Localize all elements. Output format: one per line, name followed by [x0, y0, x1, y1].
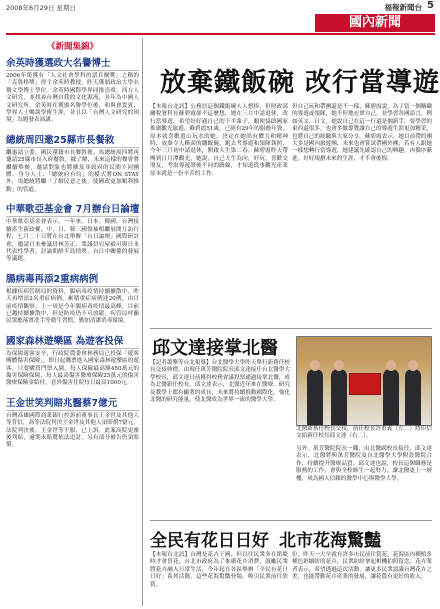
brief-title[interactable]: 王金世笑判賠兆醫蔡7億元 [6, 395, 139, 411]
person-figure [331, 369, 347, 425]
section-banner: 國內新聞 [315, 14, 435, 32]
brief-title[interactable]: 腸病毒再添2重病病例 [6, 271, 139, 287]
brief-title[interactable]: 國家森林遊樂區 為遊客投保 [6, 333, 139, 349]
seal-box [349, 373, 381, 395]
article-tmu-left: 【記者蕭擎等台北報導】台北醫學大學昨天舉行新舊任校長交接典禮，由現任萬芳醫院院長邱文達接任台北醫學大學校長，邱文達日前獲得校務會議投票通過接掌北醫，成為北醫新任校長。邱文達表示，北醫近年來在醫療、研究及教學上都有顯著的成長，未來將持續推動國際化，強化北醫的研究能量，使北醫成為世界一流的醫學大學。 [150, 360, 290, 404]
brief-title[interactable]: 余英時獲選政大名譽博士 [6, 55, 139, 71]
article-tour-guide-left: 【本報台北訊】公務員這個鐵飯碗人人想捧，但財政部關稅署科長蘇碧霞卻不這麼想，她在三月中請退休，改行當導遊，希望好好過自己的下半輩子，順便協助國家推廣觀光旅遊。蘇碧霞51歲，已經有29年的服務年資，原本就喜歡遊山玩水的她，決定在她尚有體力和精神時，放棄令人稱羨的鐵飯碗，跑去考導遊和領隊執照，今年三月初申請退休，開啟人生第二春。蘇碧霞昨天帶團到日月潭觀光，她說，自己天生為向，好玩，喜歡交朋友，考取導遊證後不同的路線，才知道從事觀光產業原本就是一份辛苦的工作。 [150, 104, 288, 177]
brief-item [6, 333, 139, 388]
headline-flowers[interactable] [150, 526, 381, 551]
top-bar [0, 0, 440, 14]
header-rule [6, 33, 435, 35]
brief-body: 中華歌亞基金會表示，一年來，日本、韓國、台灣接續產生新政權，中、日、韓三國領袖相繼展開互訪行程，七月二十日將在台北舉辦「台日論壇」國際研討會，邀請日本參議員林芳正、衆議員岩屋毅可與日本代表性學者，討論朝鮮半島情勢、台日中關係的發展等議題。 [6, 219, 139, 263]
news-briefs-column [6, 38, 139, 606]
article-tmu-right: 另外，萬芳醫院院長一職，由北醫副校長接任，邱文達表示，北醫將與萬芳醫院及台北醫學大學附設醫院合作，持續提升醫療品質。邱文達也說，校長這個職務是服務的工作，會與全校師生一起努力，讓北醫更上一層樓，成為國人信賴的醫學中心與醫學大學。 [296, 446, 432, 482]
brief-item [6, 201, 139, 263]
person-head [334, 360, 344, 371]
person-figure [405, 369, 421, 425]
brief-item [6, 132, 139, 194]
headline-tour-guide[interactable]: 放棄鐵飯碗 改行當導遊 [160, 68, 440, 98]
brief-body: 2006年榮獲有「人文社會學科的諾貝爾獎」之稱的「克魯格獎」得主余英時教授，昨天獲頒政治大學名譽文學博士學位。余英時國際學界同推崇重，西方人文研究，並找尋台灣自我的文化源流，長年為中國人文研究所，余英時在獲頒名譽學位後，和與會貴賓、學界人士暢談學術生涯，並且以「台灣人文研究的困境」為題發表演講。 [6, 73, 139, 124]
brief-item [6, 395, 139, 450]
brief-title[interactable]: 中華歌亞基金會 7月辦台日論壇 [6, 201, 139, 217]
headline-flowers-part2: 北市花海驚豔 [279, 531, 381, 551]
person-figure [307, 369, 323, 425]
person-head [408, 360, 418, 371]
main-articles [146, 38, 440, 606]
newspaper-name: 福報新聞台 [384, 3, 422, 12]
brief-body: 繼惠請立委、國民黨籍市長餐敘後，馬總統周四將再邀請25縣市長入府餐敘，據了解，未來這樣的餐會將繼續舉辦，邀請對象也將擴及非政府的民間不同團體、身分人士、「總統府有約」的模式將ON STAY外，馬總統將繼「了解民意之後，使國政更加順利推動」的管道。 [6, 149, 139, 193]
headline-flowers-part1: 全民有花日日好 [150, 531, 269, 551]
brief-title[interactable]: 總統周四邀25縣市長餐敘 [6, 132, 139, 148]
article-divider [150, 520, 432, 521]
ceremony-photo [296, 336, 432, 426]
article-flowers-right: 位，昨天一大早就有許多市民前往賞花，花海區內種植多種色彩繽紛的花卉，民衆紛紛拿起相機拍照留念，花卉業者表示，希望透過這次活動，讓更多民衆認識台灣花卉之美，也能帶動花卉產業的發展，讓花農有更好的收入。 [292, 552, 432, 581]
brief-item [6, 271, 139, 326]
person-figure [383, 369, 399, 425]
column-separator [142, 38, 143, 606]
headline-tmu-president[interactable]: 邱文達接掌北醫 [152, 338, 278, 359]
photo-caption: 北醫新舊任校長交接，前任校長許重義（左二）將印信交給新任校長邱文達（右二）。 [296, 426, 432, 440]
article-tour-guide-right: 但自己玩和帶團還是不一樣，蘇碧霞說，為了當一個稱職的導遊或領隊，她不停地充實自己，並學習各國語言，例如英文、日文，她說自己在這一行還是個新手，要學習的東西還很多，也會多做導覽讓自己的導遊生涯更加精采，也將自己的經驗與大家分享。蘇碧霞表示，她目前帶的團大多是國內旅遊團，未來也會嘗試帶國外團；若有人跟她一樣想轉行當導遊，她建議先確認自己的興趣，再循序漸進，好好規劃未來的生涯，才不會後悔。 [292, 104, 432, 162]
brief-body: 根據疾病管制局的資料，腸病毒疫情持續擴散中，昨天再增添2名重症病例，累積重症病例達20例，由目前疫情觀察，上一周是今年腸病毒疫情最高峰，目前已趨持續擴散中，但是防疫仍不可放鬆，疾管局呼籲民衆應落實洗手等衛生習慣，勤加清潔消毒環境。 [6, 288, 139, 325]
brief-body: 台灣高雄國際商業銀行控訴前董事長王金世及其他人等背信，高等法院判決王金世及其他人須賠償7億元，法院判決後，王金世等不服，已上訴。此案高院更審後判賠，逾期未賠將依法追討，另有部分被告仍須賠償。 [6, 412, 139, 449]
page-number: 5 [427, 0, 434, 11]
brief-body: 為保障遊客安全，行政院農委會林務局已投保「遊客團體傷害保險」，即日起購票進入國家森林遊樂區的遊客，只要購買門票入園，每人保險最高額450萬元的傷害保險保障，每人最高傷害醫療保險25萬元的傷害醫療保險金給付，意外傷害住院每日最高1000元。 [6, 350, 139, 387]
brief-item [6, 55, 139, 125]
person-head [310, 360, 320, 371]
article-flowers-left: 【本報台北訊】台灣是花卉王國，但以往民衆多在節慶時才會買花，台北市政府為了推廣花卉消費，鼓勵民衆將花卉融入日常生活，今年起在各區舉辦「全民有花日日好」系列活動，這些花海驚豔登場，吸引民衆前往欣賞。 [150, 552, 288, 588]
article-divider [150, 328, 432, 329]
briefs-column-header: 《新聞集錦》 [46, 42, 98, 52]
issue-date: 2008年6月29日 星期日 [6, 4, 77, 12]
person-head [386, 360, 396, 371]
